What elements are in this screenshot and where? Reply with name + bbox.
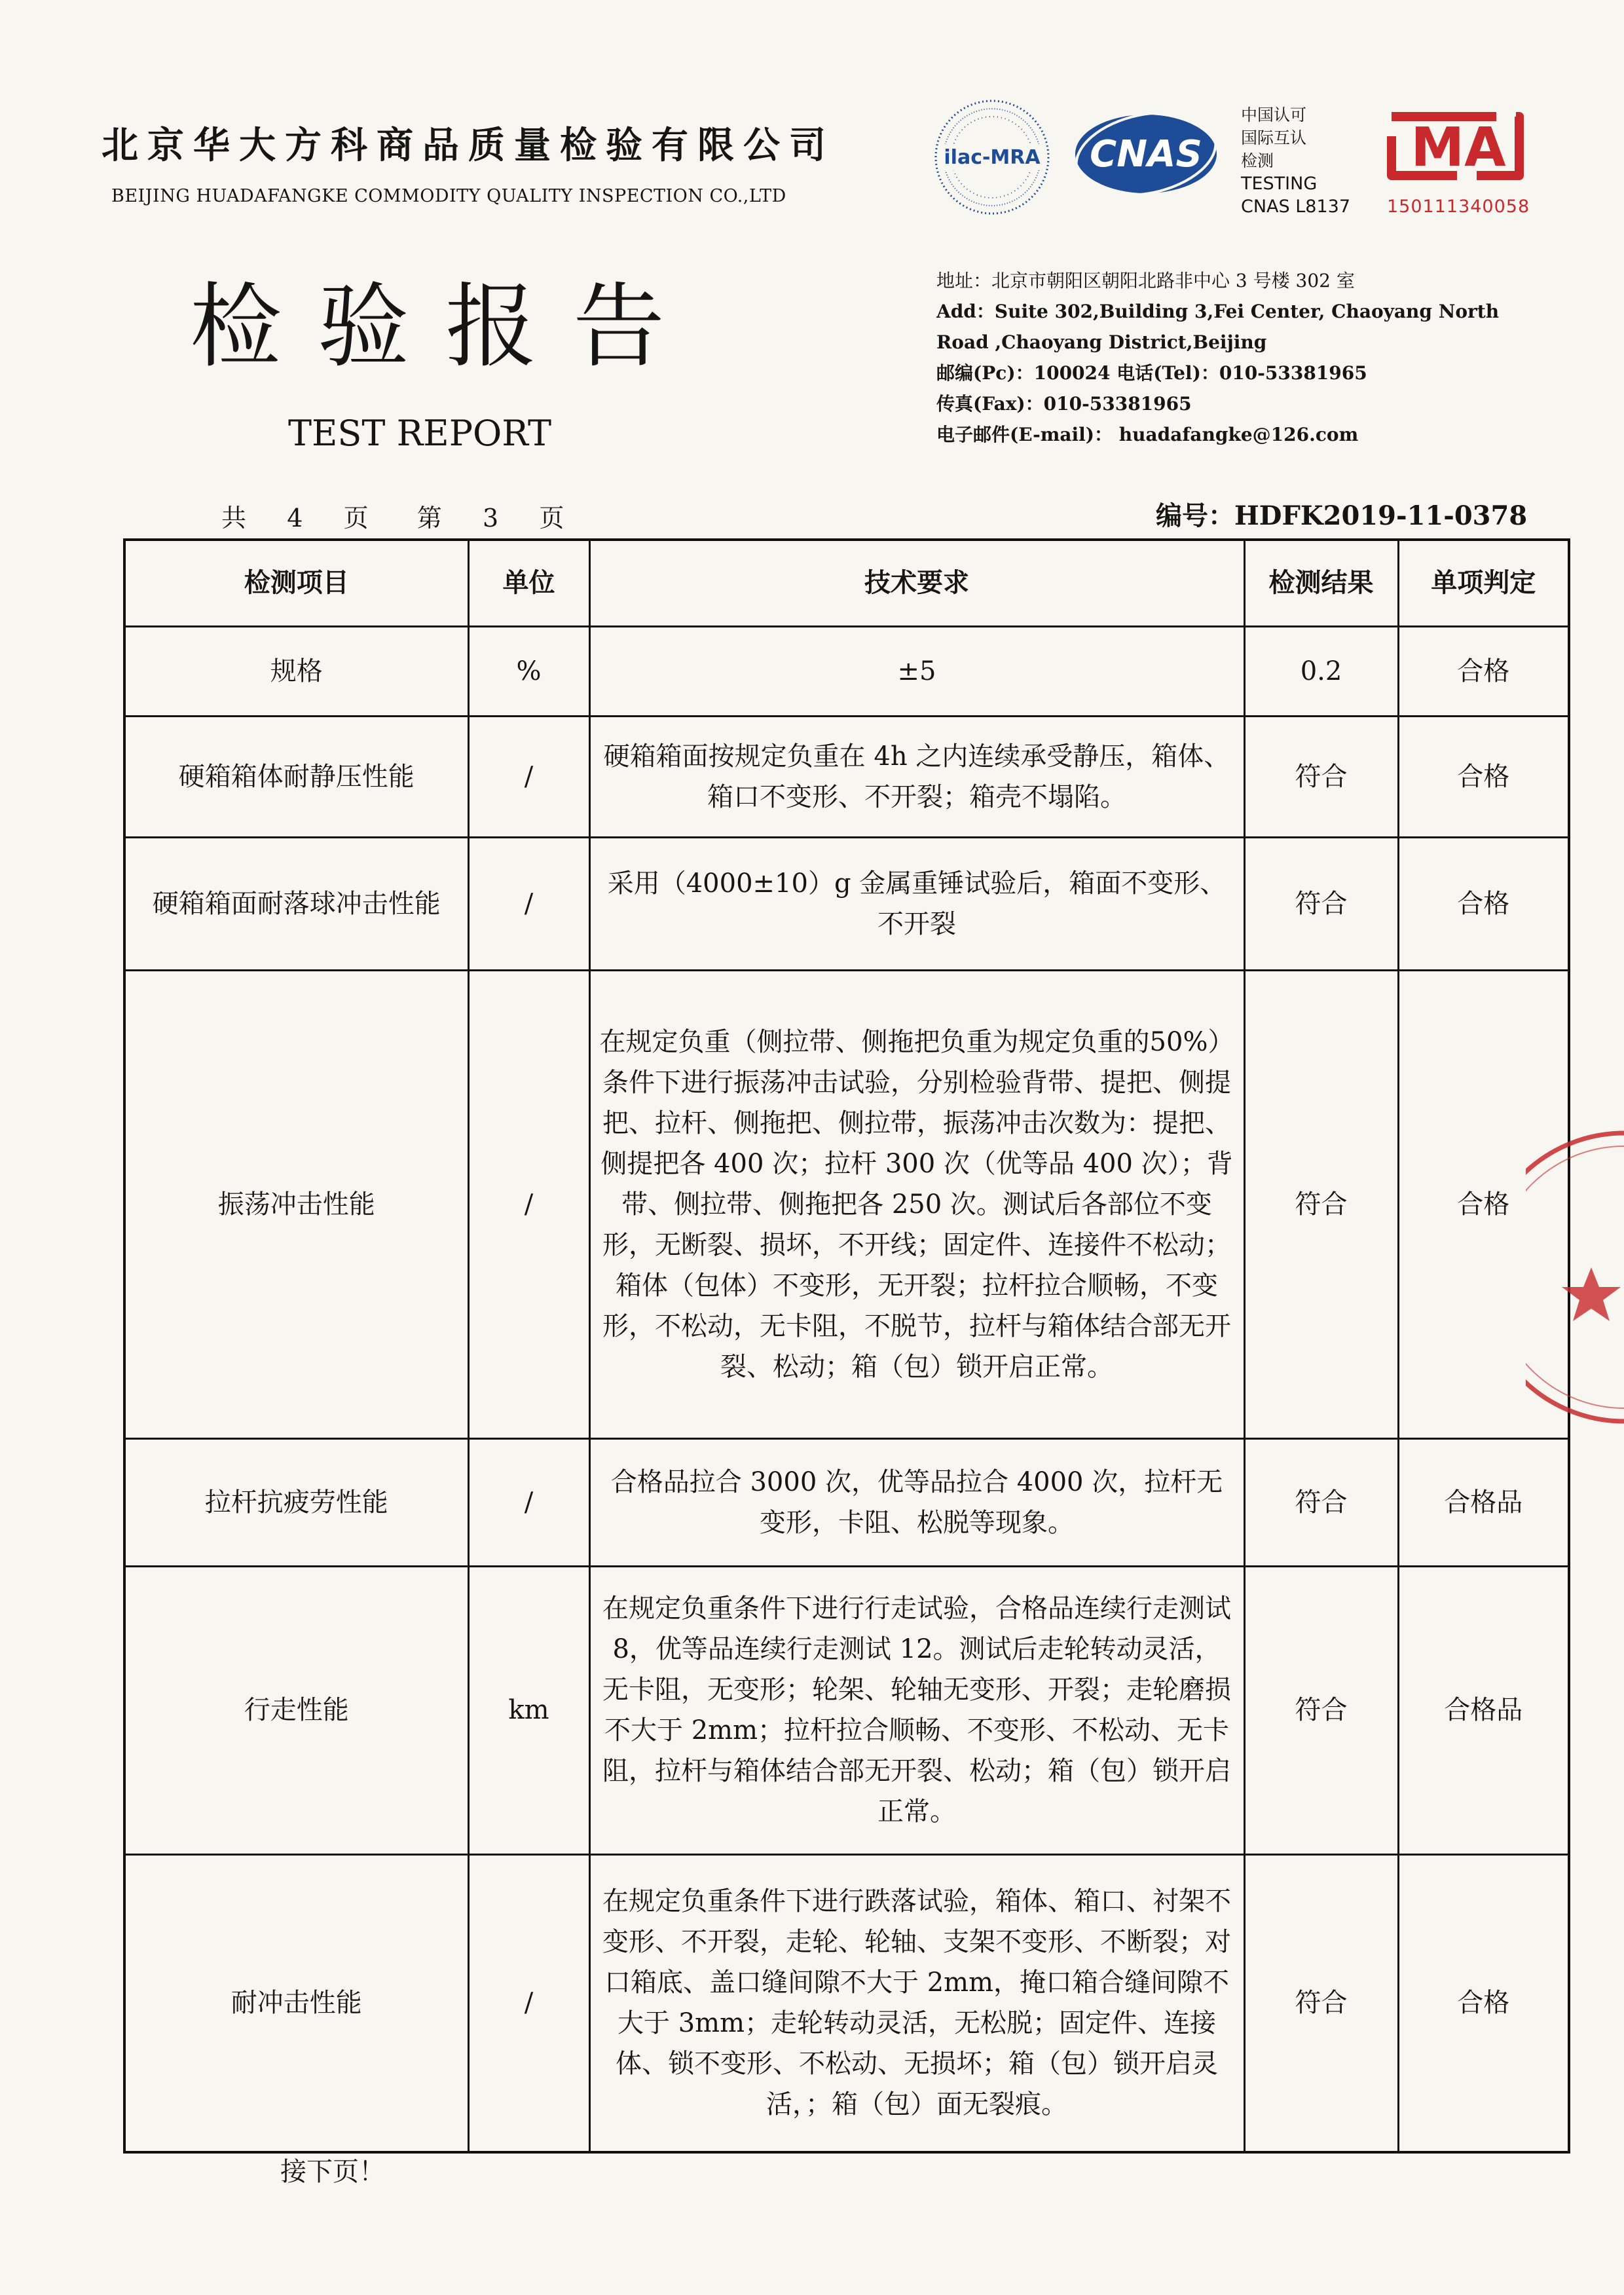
cell-item: 硬箱箱体耐静压性能 bbox=[124, 716, 468, 837]
table-row bbox=[124, 716, 1569, 837]
cell-unit: km bbox=[468, 1566, 589, 1854]
header-result: 检测结果 bbox=[1244, 540, 1398, 626]
header-verdict: 单项判定 bbox=[1398, 540, 1569, 626]
cell-requirement: 在规定负重条件下进行跌落试验，箱体、箱口、衬架不变形、不开裂，走轮、轮轴、支架不变形、不断裂；对口箱底、盖口缝间隙不大于 2mm，掩口箱合缝间隙不大于 3mm；走轮转动灵活，无松脱；固定件、连接体、锁不变形、不松动、无损坏；箱（包）锁开启灵活，；箱（包）面无裂痕。 bbox=[589, 1854, 1244, 2152]
cma-number: 150111340058 bbox=[1387, 196, 1530, 217]
cell-item: 拉杆抗疲劳性能 bbox=[124, 1438, 468, 1566]
table-row bbox=[124, 1854, 1569, 2152]
cell-verdict: 合格品 bbox=[1398, 1438, 1569, 1566]
cell-unit: / bbox=[468, 1854, 589, 2152]
cell-item: 行走性能 bbox=[124, 1566, 468, 1854]
cell-result: 符合 bbox=[1244, 1854, 1398, 2152]
cell-item: 规格 bbox=[124, 626, 468, 716]
cell-requirement: 在规定负重（侧拉带、侧拖把负重为规定负重的50%）条件下进行振荡冲击试验，分别检验背带、提把、侧提把、拉杆、侧拖把、侧拉带，振荡冲击次数为：提把、侧提把各 400 次；拉杆 300 次（优等品 400 次）；背带、侧拉带、侧拖把各 250 次。测试后各部位不变形，无断裂、损坏，不开线；固定件、连接件不松动；箱体（包体）不变形，无开裂；拉杆拉合顺畅，不变形，不松动，无卡阻，不脱节，拉杆与箱体结合部无开裂、松动；箱（包）锁开启正常。 bbox=[589, 970, 1244, 1438]
cell-requirement: 合格品拉合 3000 次，优等品拉合 4000 次，拉杆无变形，卡阻、松脱等现象。 bbox=[589, 1438, 1244, 1566]
cell-item: 耐冲击性能 bbox=[124, 1854, 468, 2152]
cell-result: 符合 bbox=[1244, 1438, 1398, 1566]
total-unit: 页 bbox=[343, 504, 369, 532]
fax: 传真(Fax)：010-53381965 bbox=[936, 393, 1192, 415]
cell-requirement: ±5 bbox=[589, 626, 1244, 716]
test-results-table bbox=[123, 538, 1570, 2154]
cma-logo bbox=[1385, 103, 1526, 189]
cell-result: 0.2 bbox=[1244, 626, 1398, 716]
report-title-en: TEST REPORT bbox=[288, 413, 552, 454]
cell-item: 振荡冲击性能 bbox=[124, 970, 468, 1438]
cell-verdict: 合格 bbox=[1398, 626, 1569, 716]
cell-result: 符合 bbox=[1244, 716, 1398, 837]
accreditation-text bbox=[1241, 103, 1350, 218]
current-unit: 页 bbox=[539, 504, 564, 532]
table-row bbox=[124, 837, 1569, 970]
report-number: 编号：HDFK2019-11-0378 bbox=[1156, 500, 1528, 531]
cell-unit: / bbox=[468, 970, 589, 1438]
seal-stamp bbox=[1526, 1127, 1624, 1428]
cnas-logo-text: CNAS bbox=[1090, 133, 1202, 176]
company-name-en: BEIJING HUADAFANGKE COMMODITY QUALITY INSPECTION CO.,LTD bbox=[111, 186, 786, 206]
cnas-logo bbox=[1071, 110, 1221, 198]
page-indicator bbox=[221, 498, 564, 534]
cell-verdict: 合格 bbox=[1398, 1854, 1569, 2152]
continued-note: 接下页！ bbox=[280, 2157, 385, 2187]
cell-result: 符合 bbox=[1244, 837, 1398, 970]
table-row bbox=[124, 970, 1569, 1438]
cma-logo-text: MA bbox=[1411, 117, 1506, 179]
cell-item: 硬箱箱面耐落球冲击性能 bbox=[124, 837, 468, 970]
header-requirement: 技术要求 bbox=[589, 540, 1244, 626]
ilac-logo-text: ilac-MRA bbox=[944, 146, 1041, 169]
cell-verdict: 合格品 bbox=[1398, 1566, 1569, 1854]
cell-requirement: 在规定负重条件下进行行走试验，合格品连续行走测试 8，优等品连续行走测试 12。测试后走轮转动灵活，无卡阻，无变形；轮架、轮轴无变形、开裂；走轮磨损不大于 2mm；拉杆拉合顺畅、不变形、不松动、无卡阻，拉杆与箱体结合部无开裂、松动；箱（包）锁开启正常。 bbox=[589, 1566, 1244, 1854]
accreditation-line: 检测 bbox=[1241, 151, 1274, 170]
total-label: 共 bbox=[221, 504, 247, 532]
cell-result: 符合 bbox=[1244, 970, 1398, 1438]
address-en-2: Road ,Chaoyang District,Beijing bbox=[936, 331, 1267, 353]
accreditation-line: 中国认可 bbox=[1241, 105, 1307, 124]
cell-verdict: 合格 bbox=[1398, 716, 1569, 837]
company-name-cn: 北京华大方科商品质量检验有限公司 bbox=[101, 124, 835, 167]
accreditation-line: TESTING bbox=[1241, 174, 1318, 194]
address-en-1: Add：Suite 302,Building 3,Fei Center, Chaoyang North bbox=[936, 301, 1500, 322]
table-header-row bbox=[124, 540, 1569, 626]
table-row bbox=[124, 626, 1569, 716]
address-block bbox=[936, 265, 1499, 450]
accreditation-line: 国际互认 bbox=[1241, 128, 1307, 147]
cell-result: 符合 bbox=[1244, 1566, 1398, 1854]
email: 电子邮件(E-mail)： huadafangke@126.com bbox=[936, 424, 1359, 445]
cell-requirement: 硬箱箱面按规定负重在 4h 之内连续承受静压，箱体、箱口不变形、不开裂；箱壳不塌陷。 bbox=[589, 716, 1244, 837]
total-pages: 4 bbox=[287, 504, 303, 532]
cell-verdict: 合格 bbox=[1398, 837, 1569, 970]
cell-unit: / bbox=[468, 716, 589, 837]
header-unit: 单位 bbox=[468, 540, 589, 626]
cell-unit: / bbox=[468, 837, 589, 970]
table-row bbox=[124, 1566, 1569, 1854]
current-page: 3 bbox=[482, 504, 499, 532]
table-row bbox=[124, 1438, 1569, 1566]
cell-unit: / bbox=[468, 1438, 589, 1566]
cell-requirement: 采用（4000±10）g 金属重锤试验后，箱面不变形、不开裂 bbox=[589, 837, 1244, 970]
current-label: 第 bbox=[416, 504, 442, 532]
header-item: 检测项目 bbox=[124, 540, 468, 626]
ilac-mra-logo bbox=[933, 98, 1051, 216]
postcode-phone: 邮编(Pc)：100024 电话(Tel)：010-53381965 bbox=[936, 362, 1367, 384]
accreditation-line: CNAS L8137 bbox=[1241, 196, 1350, 217]
cell-unit: % bbox=[468, 626, 589, 716]
report-title-cn: 检验报告 bbox=[190, 274, 701, 381]
address-cn: 地址：北京市朝阳区朝阳北路非中心 3 号楼 302 室 bbox=[936, 270, 1355, 291]
cell-verdict: 合格 bbox=[1398, 970, 1569, 1438]
